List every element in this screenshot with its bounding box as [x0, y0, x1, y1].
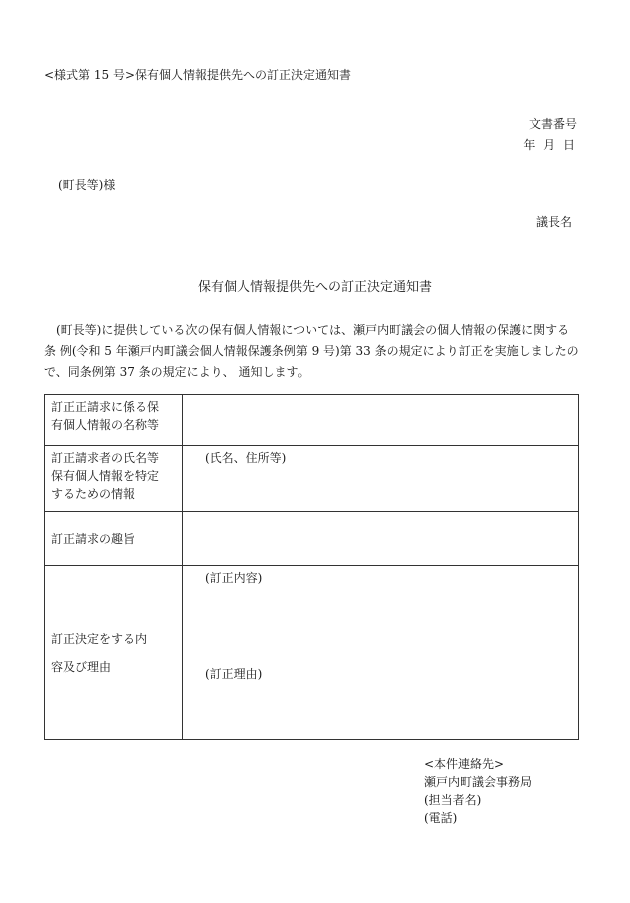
notice-body-line: 条 例(令和 5 年瀬戸内町議会個人情報保護条例第 9 号)第 33 条の規定により訂正を実施しましたの [44, 344, 579, 358]
document-date: 年 月 日 [523, 138, 577, 152]
table-label-cell [45, 446, 183, 512]
sender-name: 議長名 [535, 215, 572, 229]
contact-block [424, 755, 532, 827]
correction-reason-placeholder: (訂正理由) [205, 667, 263, 681]
table-label-cell [45, 566, 183, 740]
table-row [45, 512, 579, 566]
contact-person: (担当者名) [424, 793, 482, 807]
notice-body [44, 320, 584, 383]
table-row [45, 446, 579, 512]
table-value-cell [183, 512, 579, 566]
label-line: するための情報 [51, 487, 136, 501]
table-value-cell [183, 395, 579, 446]
table-label-cell [45, 512, 183, 566]
label-line: 訂正請求の趣旨 [51, 531, 136, 546]
notice-body-line: (町長等)に提供している次の保有個人情報については、瀬戸内町議会の個人情報の保護に関する [44, 323, 570, 337]
table-row [45, 395, 579, 446]
addressee: (町長等)様 [58, 178, 116, 192]
label-line: 保有個人情報を特定 [51, 469, 160, 483]
form-number-label: <様式第 15 号>保有個人情報提供先への訂正決定通知書 [44, 68, 352, 82]
contact-office: 瀬戸内町議会事務局 [424, 775, 533, 789]
label-line: 訂正決定をする内 [51, 631, 148, 646]
table-value-cell [183, 566, 579, 740]
correction-content-placeholder: (訂正内容) [205, 571, 263, 585]
correction-info-table [44, 394, 579, 740]
contact-phone: (電話) [424, 811, 458, 825]
requester-info-placeholder: (氏名、住所等) [205, 451, 287, 465]
notice-body-line: で、同条例第 37 条の規定により、 通知します。 [44, 365, 310, 379]
contact-heading: <本件連絡先> [424, 757, 505, 771]
table-row [45, 566, 579, 740]
document-title: 保有個人情報提供先への訂正決定通知書 [197, 280, 432, 295]
table-value-cell [183, 446, 579, 512]
label-line: 訂正請求者の氏名等 [51, 451, 160, 465]
label-line: 容及び理由 [51, 659, 112, 674]
table-label-cell [45, 395, 183, 446]
label-line: 訂正正請求に係る保 [51, 400, 160, 414]
label-line: 有個人情報の名称等 [51, 418, 160, 432]
document-number: 文書番号 [528, 117, 577, 131]
